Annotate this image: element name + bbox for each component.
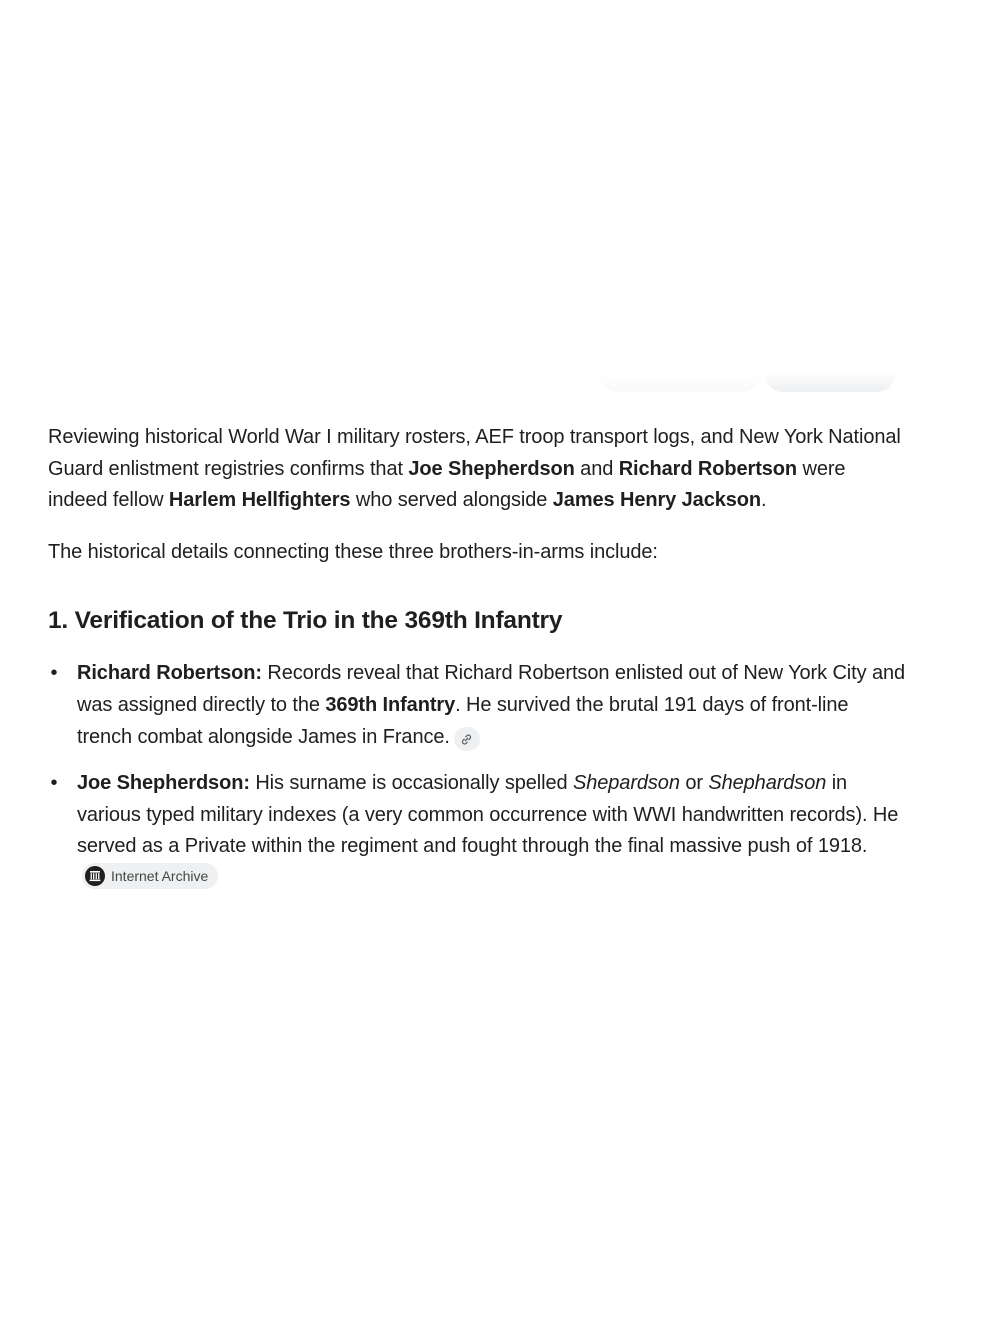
details-list	[48, 658, 908, 894]
item-italic-text: Shepardson	[572, 772, 680, 795]
item-text: in various typed military indexes (a very common occurrence with WWI handwritten records). He served as a Private within the regiment and fought through the final massive push of 1918.	[77, 772, 899, 858]
bullet-icon: •	[50, 662, 58, 685]
lead-paragraph: The historical details connecting these three brothers-in-arms include:	[48, 540, 658, 563]
section-heading: 1. Verification of the Trio in the 369th Infantry	[48, 607, 563, 635]
name-joe-shepherdson: Joe Shepherdson	[408, 457, 575, 480]
intro-text: .	[761, 489, 767, 512]
item-title: Joe Shepherdson:	[77, 772, 250, 795]
intro-text: Reviewing historical World War I military rosters, AEF troop transport logs, and New York National Guard enlistment registries confirms that	[48, 426, 901, 480]
previous-button-shadow	[765, 372, 895, 392]
link-icon	[460, 733, 473, 746]
list-item	[48, 768, 908, 894]
intro-text: who served alongside	[350, 489, 553, 512]
item-bold-text: 369th Infantry	[325, 693, 456, 716]
item-text: . He survived the brutal 191 days of front-line trench combat alongside James in France.	[77, 693, 849, 748]
internet-archive-icon	[85, 866, 105, 886]
intro-text: and	[574, 457, 619, 480]
item-italic-text: Shephardson	[708, 772, 827, 795]
source-chip-label: Internet Archive	[111, 867, 209, 884]
source-chip-internet-archive[interactable]	[82, 863, 218, 889]
intro-paragraph	[48, 422, 908, 517]
source-link-button[interactable]	[454, 727, 480, 751]
name-james-henry-jackson: James Henry Jackson	[552, 489, 762, 512]
item-text: His surname is occasionally spelled	[249, 772, 573, 795]
item-text: or	[679, 772, 709, 795]
item-text: Records reveal that Richard Robertson enlisted out of New York City and was assigned directly to the	[77, 662, 906, 716]
intro-text: were indeed fellow	[48, 457, 846, 512]
unit-harlem-hellfighters: Harlem Hellfighters	[168, 489, 351, 512]
previous-chip-shadow	[600, 372, 760, 392]
bullet-icon: •	[50, 772, 58, 795]
name-richard-robertson: Richard Robertson	[618, 457, 798, 480]
item-title: Richard Robertson:	[77, 662, 262, 685]
list-item	[48, 658, 908, 753]
response-content	[48, 422, 908, 910]
